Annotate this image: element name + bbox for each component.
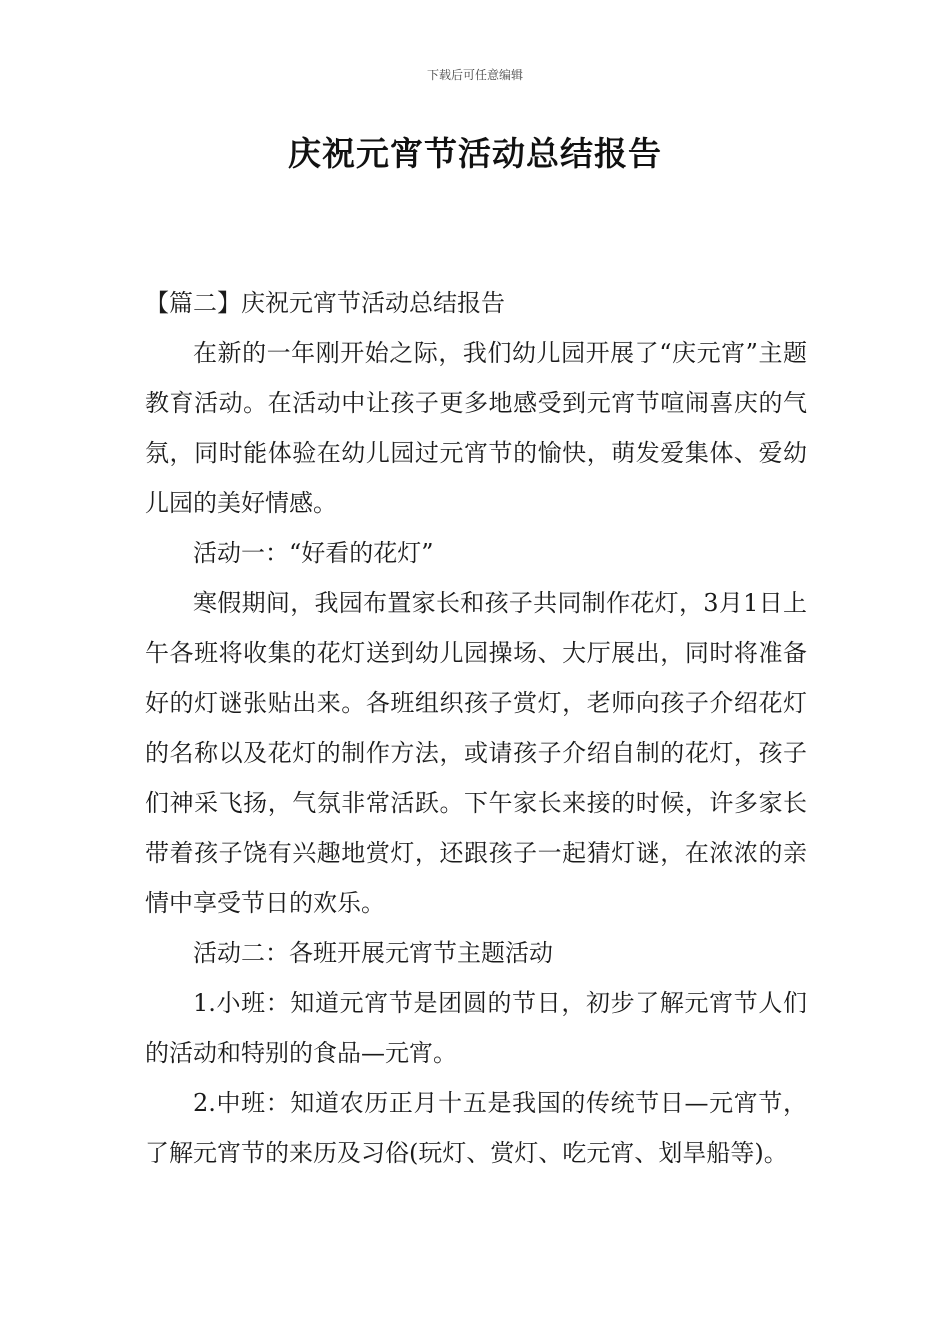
activity-one-heading: 活动一：“好看的花灯” <box>193 539 434 567</box>
document-body <box>145 278 807 1178</box>
activity-two-heading: 活动二：各班开展元宵节主题活动 <box>193 939 553 967</box>
paragraph-small-class: 1.小班：知道元宵节是团圆的节日，初步了解元宵节人们的活动和特别的食品—元宵。 <box>145 989 807 1067</box>
paragraph-middle-class: 2.中班：知道农历正月十五是我国的传统节日—元宵节，了解元宵节的来历及习俗(玩灯、赏灯、吃元宵、划旱船等)。 <box>145 1089 807 1167</box>
header-note: 下载后可任意编辑 <box>426 68 523 82</box>
paragraph-intro: 在新的一年刚开始之际，我们幼儿园开展了“庆元宵”主题教育活动。在活动中让孩子更多地感受到元宵节喧闹喜庆的气氛，同时能体验在幼儿园过元宵节的愉快，萌发爱集体、爱幼儿园的美好情感。 <box>145 339 807 517</box>
paragraph-activity-one: 寒假期间，我园布置家长和孩子共同制作花灯，3月1日上午各班将收集的花灯送到幼儿园操场、大厅展出，同时将准备好的灯谜张贴出来。各班组织孩子赏灯，老师向孩子介绍花灯的名称以及花灯的制作方法，或请孩子介绍自制的花灯，孩子们神采飞扬，气氛非常活跃。下午家长来接的时候，许多家长带着孩子饶有兴趣地赏灯，还跟孩子一起猜灯谜，在浓浓的亲情中享受节日的欢乐。 <box>145 589 807 917</box>
section-heading: 【篇二】庆祝元宵节活动总结报告 <box>145 289 505 317</box>
document-title: 庆祝元宵节活动总结报告 <box>288 134 662 173</box>
